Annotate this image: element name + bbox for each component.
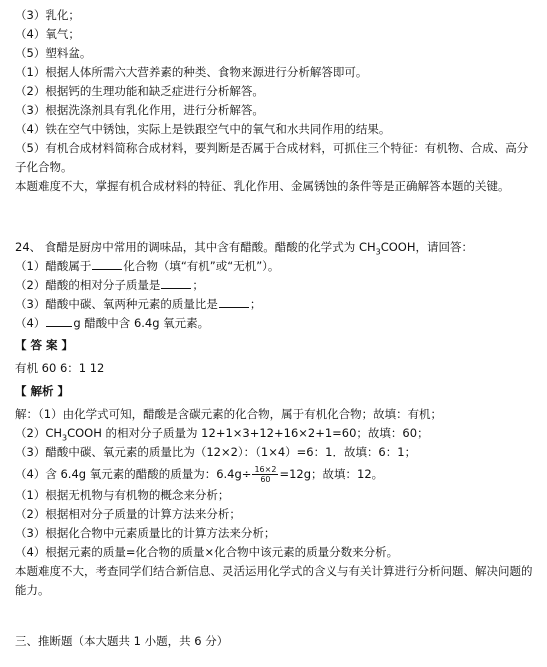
fraction-numerator: 16×2 bbox=[254, 465, 277, 474]
question-24-part3 bbox=[15, 295, 261, 314]
question-text: COOH，请回答： bbox=[380, 240, 473, 254]
text-paragraph: （5）有机合成材料简称合成材料，要判断是否属于合成材料，可抓住三个特征：有机物、合成、高分子化合物。 bbox=[15, 141, 529, 174]
subscript: 3 bbox=[62, 433, 68, 443]
question-text: （3）醋酸中碳、氧两种元素的质量比是 bbox=[15, 297, 218, 311]
question-text: （2）醋酸的相对分子质量是 bbox=[15, 278, 161, 292]
analysis-line: 解：（1）由化学式可知，醋酸是含碳元素的化合物，属于有机化合物；故填：有机； bbox=[15, 407, 443, 421]
question-24-part2 bbox=[15, 276, 204, 295]
answer-blank bbox=[219, 295, 249, 308]
text-line: （3）乳化； bbox=[15, 8, 80, 22]
question-text: （1）醋酸属于 bbox=[15, 259, 92, 273]
text-line: （4）氧气； bbox=[15, 27, 80, 41]
fraction bbox=[252, 465, 278, 484]
text-line: （2）根据钙的生理功能和缺乏症进行分析解答。 bbox=[15, 84, 264, 98]
section-heading: 三、推断题（本大题共 1 小题，共 6 分） bbox=[15, 634, 229, 648]
answer-blank bbox=[161, 276, 191, 289]
question-text: ； bbox=[249, 297, 262, 311]
analysis-text: （2）CH bbox=[15, 426, 62, 440]
analysis-tip: （3）根据化合物中元素质量比的计算方法来分析； bbox=[15, 526, 276, 540]
analysis-text: （4）含 6.4g 氧元素的醋酸的质量为：6.4g÷ bbox=[15, 467, 252, 481]
analysis-summary: 本题难度不大，考查同学们结合新信息、灵活运用化学式的含义与有关计算进行分析问题、解决问题的能力。 bbox=[15, 564, 533, 597]
question-text: g 醋酸中含 6.4g 氧元素。 bbox=[73, 316, 210, 330]
analysis-line bbox=[15, 424, 429, 443]
text-line: （3）根据洗涤剂具有乳化作用，进行分析解答。 bbox=[15, 103, 264, 117]
question-text: 24、 食醋是厨房中常用的调味品，其中含有醋酸。醋酸的化学式为 CH bbox=[15, 240, 376, 254]
question-24-part4 bbox=[15, 314, 209, 333]
analysis-line bbox=[15, 462, 383, 486]
question-24-part1 bbox=[15, 257, 279, 276]
analysis-text: COOH 的相对分子质量为 12+1×3+12+16×2+1=60；故填：60； bbox=[67, 426, 429, 440]
answer-blank bbox=[46, 314, 72, 327]
text-line: （4）铁在空气中锈蚀，实际上是铁跟空气中的氧气和水共同作用的结果。 bbox=[15, 122, 391, 136]
fraction-denominator: 60 bbox=[260, 475, 271, 484]
answer-blank bbox=[92, 257, 122, 270]
text-paragraph: 本题难度不大，掌握有机合成材料的特征、乳化作用、金属锈蚀的条件等是正确解答本题的关键。 bbox=[15, 179, 510, 193]
question-24-intro bbox=[15, 238, 473, 257]
analysis-line: （3）醋酸中碳、氧元素的质量比为（12×2）：（1×4）=6：1．故填：6：1； bbox=[15, 445, 417, 459]
answer-heading: 【 答 案 】 bbox=[15, 338, 74, 352]
subscript: 3 bbox=[375, 247, 381, 257]
analysis-tip: （4）根据元素的质量=化合物的质量×化合物中该元素的质量分数来分析。 bbox=[15, 545, 399, 559]
analysis-heading: 【 解析 】 bbox=[15, 384, 70, 398]
analysis-tip: （1）根据无机物与有机物的概念来分析； bbox=[15, 488, 230, 502]
answer-text: 有机 60 6：1 12 bbox=[15, 361, 105, 375]
analysis-tip: （2）根据相对分子质量的计算方法来分析； bbox=[15, 507, 241, 521]
text-line: （5）塑料盆。 bbox=[15, 46, 92, 60]
question-text: （4） bbox=[15, 316, 46, 330]
text-line: （1）根据人体所需六大营养素的种类、食物来源进行分析解答即可。 bbox=[15, 65, 368, 79]
analysis-text: =12g；故填：12。 bbox=[279, 467, 384, 481]
question-text: ； bbox=[192, 278, 204, 292]
question-text: 化合物（填“有机”或“无机”）。 bbox=[123, 259, 280, 273]
